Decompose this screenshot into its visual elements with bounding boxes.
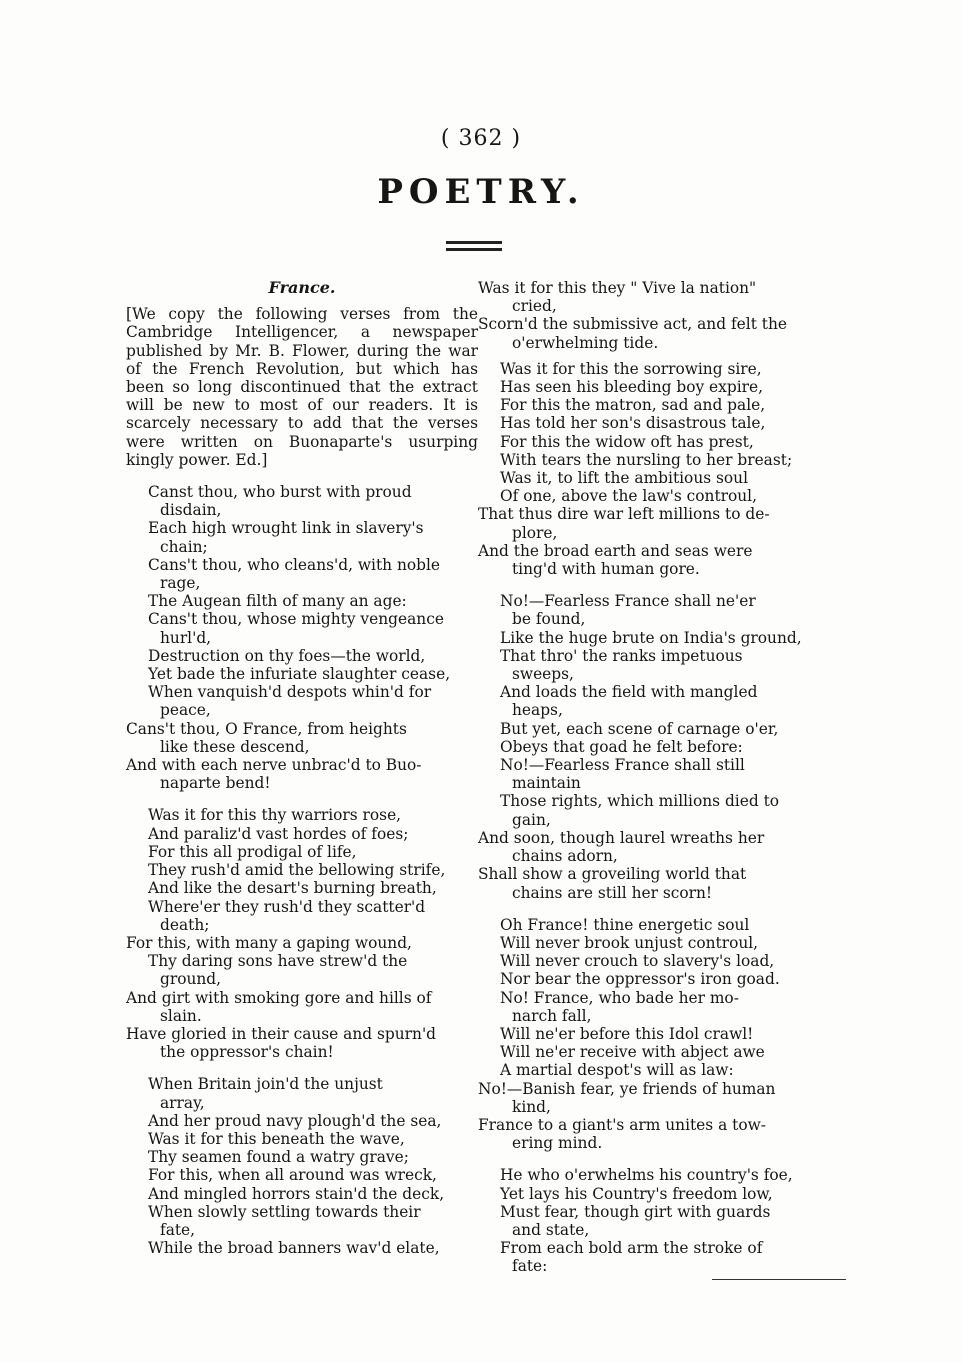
- poem-line: Will never brook unjust controul,: [500, 933, 759, 952]
- poem-line: Cans't thou, who cleans'd, with noble: [148, 555, 441, 574]
- poem-line: While the broad banners wav'd elate,: [148, 1239, 440, 1258]
- poem-line: array,: [160, 1093, 205, 1112]
- stanza-2: [126, 806, 478, 1061]
- poem-line: ering mind.: [512, 1134, 603, 1153]
- poem-line: No!—Fearless France shall ne'er: [500, 592, 756, 611]
- poem-line: And the broad earth and seas were: [478, 541, 753, 560]
- poem-line: When slowly settling towards their: [148, 1202, 421, 1221]
- editorial-note: [We copy the following verses from the Cambridge Intelligencer, a newspaper published by Mr. B. Flower, during the war of the French Revolution, but which has been so long discontinued that the extract will be new to most of our readers. It is scarcely necessary to add that the verses were written on Buonaparte's usurping kingly power. Ed.]: [126, 305, 478, 469]
- poem-line: Will never crouch to slavery's load,: [500, 952, 775, 971]
- poem-line: slain.: [160, 1006, 202, 1025]
- poem-line: Nor bear the oppressor's iron goad.: [500, 970, 780, 989]
- poem-line: be found,: [512, 610, 586, 629]
- poem-line: For this the widow oft has prest,: [500, 432, 754, 451]
- poem-line: And with each nerve unbrac'd to Buo-: [126, 756, 422, 775]
- poem-line: chain;: [160, 537, 208, 556]
- poem-line: Canst thou, who burst with proud: [148, 483, 412, 502]
- poem-line: o'erwhelming tide.: [512, 333, 659, 352]
- poem-line: When vanquish'd despots whin'd for: [148, 683, 432, 702]
- poem-line: Of one, above the law's controul,: [500, 487, 757, 506]
- poem-line: Each high wrought link in slavery's: [148, 519, 424, 538]
- stanza-5: [478, 592, 830, 901]
- poem-line: Will ne'er before this Idol crawl!: [500, 1024, 754, 1043]
- poem-line: plore,: [512, 523, 558, 542]
- poem-line: cried,: [512, 297, 557, 316]
- poem-line: That thro' the ranks impetuous: [500, 646, 743, 665]
- poem-line: And paraliz'd vast hordes of foes;: [148, 824, 409, 843]
- poem-line: That thus dire war left millions to de-: [478, 505, 770, 524]
- poem-line: Have gloried in their cause and spurn'd: [126, 1024, 437, 1043]
- poem-line: Will ne'er receive with abject awe: [500, 1043, 765, 1062]
- poem-line: Shall show a groveiling world that: [478, 865, 747, 884]
- end-rule: [712, 1279, 846, 1280]
- poem-line: naparte bend!: [160, 774, 271, 793]
- poem-line: When Britain join'd the unjust: [148, 1075, 383, 1094]
- poem-line: Thy daring sons have strew'd the: [148, 952, 408, 971]
- poem-line: fate:: [512, 1257, 548, 1276]
- poem-line: Cans't thou, O France, from heights: [126, 719, 407, 738]
- poem-line: And her proud navy plough'd the sea,: [148, 1111, 442, 1130]
- poem-line: Was it for this the sorrowing sire,: [500, 359, 762, 378]
- poem-line: Oh France! thine energetic soul: [500, 915, 750, 934]
- poem-line: Has seen his bleeding boy expire,: [500, 378, 763, 397]
- stanza-6: [478, 916, 830, 1153]
- poem-line: Where'er they rush'd they scatter'd: [148, 897, 426, 916]
- poem-line: Has told her son's disastrous tale,: [500, 414, 766, 433]
- poem-line: For this, when all around was wreck,: [148, 1166, 437, 1185]
- poem-line: narch fall,: [512, 1006, 592, 1025]
- poem-line: From each bold arm the stroke of: [500, 1239, 763, 1258]
- poem-line: Thy seamen found a watry grave;: [148, 1148, 409, 1167]
- poem-line: heaps,: [512, 701, 563, 720]
- poem-line: With tears the nursling to her breast;: [500, 450, 793, 469]
- poem-line: For this all prodigal of life,: [148, 842, 357, 861]
- poem-line: Destruction on thy foes—the world,: [148, 646, 426, 665]
- left-column: [126, 279, 478, 1265]
- poem-line: For this the matron, sad and pale,: [500, 396, 766, 415]
- poem-line: Was it, to lift the ambitious soul: [500, 469, 749, 488]
- poem-line: Yet bade the infuriate slaughter cease,: [148, 665, 451, 684]
- poem-line: They rush'd amid the bellowing strife,: [148, 861, 446, 880]
- poem-line: rage,: [160, 574, 201, 593]
- poem-line: A martial despot's will as law:: [500, 1061, 734, 1080]
- poem-line: And loads the field with mangled: [500, 683, 758, 702]
- poem-line: sweeps,: [512, 665, 574, 684]
- stanza-3-continued: [478, 279, 830, 352]
- stanza-7: [478, 1166, 830, 1275]
- poem-line: maintain: [512, 774, 581, 793]
- poem-line: chains are still her scorn!: [512, 883, 713, 902]
- poem-line: Was it for this they " Vive la nation": [478, 279, 757, 297]
- poem-line: The Augean filth of many an age:: [148, 592, 407, 611]
- page-number: ( 362 ): [440, 126, 522, 151]
- poem-line: Must fear, though girt with guards: [500, 1202, 771, 1221]
- poem-line: and state,: [512, 1220, 590, 1239]
- poem-line: Was it for this beneath the wave,: [148, 1129, 405, 1148]
- section-title: POETRY.: [377, 172, 585, 212]
- stanza-4: [478, 360, 830, 578]
- poem-line: chains adorn,: [512, 847, 618, 866]
- poem-line: kind,: [512, 1097, 551, 1116]
- poem-title: France.: [268, 278, 336, 297]
- poem-line: death;: [160, 915, 210, 934]
- poem-line: No!—Banish fear, ye friends of human: [478, 1079, 776, 1098]
- poem-line: Those rights, which millions died to: [500, 792, 780, 811]
- poem-line: Was it for this thy warriors rose,: [148, 806, 402, 825]
- poem-line: hurl'd,: [160, 628, 212, 647]
- poem-line: Obeys that goad he felt before:: [500, 737, 743, 756]
- poem-line: And mingled horrors stain'd the deck,: [148, 1184, 445, 1203]
- poem-line: Yet lays his Country's freedom low,: [500, 1184, 773, 1203]
- poem-line: No! France, who bade her mo-: [500, 988, 739, 1007]
- poem-line: For this, with many a gaping wound,: [126, 933, 412, 952]
- poem-line: fate,: [160, 1220, 196, 1239]
- poem-line: disdain,: [160, 501, 222, 520]
- stanza-3: [126, 1075, 478, 1257]
- poem-line: Like the huge brute on India's ground,: [500, 628, 802, 647]
- poem-line: France to a giant's arm unites a tow-: [478, 1115, 766, 1134]
- poem-line: And soon, though laurel wreaths her: [478, 828, 765, 847]
- right-column: [478, 279, 830, 1290]
- poem-line: And girt with smoking gore and hills of: [126, 988, 432, 1007]
- poem-line: the oppressor's chain!: [160, 1043, 334, 1062]
- poem-line: ting'd with human gore.: [512, 560, 700, 579]
- poem-line: peace,: [160, 701, 211, 720]
- poem-line: Scorn'd the submissive act, and felt the: [478, 315, 787, 334]
- poem-line: He who o'erwhelms his country's foe,: [500, 1166, 793, 1185]
- poem-line: No!—Fearless France shall still: [500, 756, 745, 775]
- poem-line: And like the desart's burning breath,: [148, 879, 437, 898]
- poem-line: gain,: [512, 810, 551, 829]
- poem-line: But yet, each scene of carnage o'er,: [500, 719, 779, 738]
- poem-line: ground,: [160, 970, 222, 989]
- poem-line: Cans't thou, whose mighty vengeance: [148, 610, 444, 629]
- stanza-1: [126, 483, 478, 792]
- poem-line: like these descend,: [160, 737, 310, 756]
- title-divider: [446, 241, 502, 251]
